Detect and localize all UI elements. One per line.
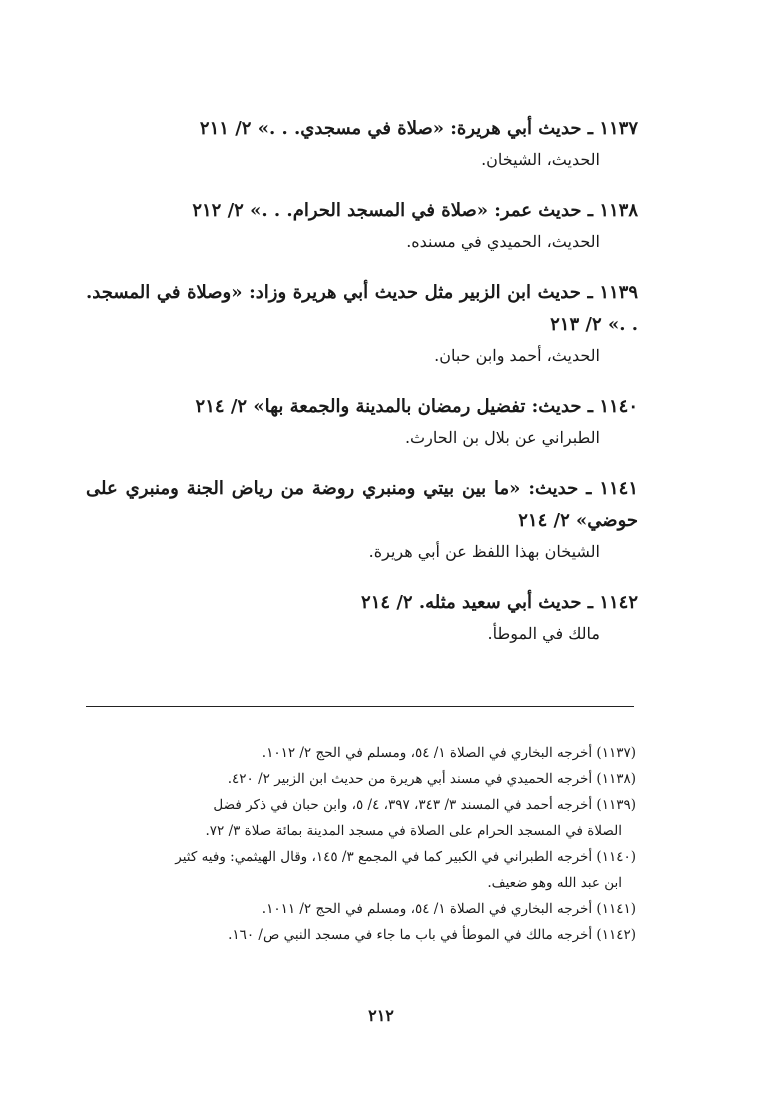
hadith-entry <box>86 587 638 649</box>
hadith-source: مالك في الموطأ. <box>487 624 600 643</box>
hadith-source: الحديث، الشيخان. <box>481 150 600 169</box>
hadith-heading: ١١٤٠ ـ حديث: تفضيل رمضان بالمدينة والجمعة بها» ٢/ ٢١٤ <box>195 396 638 417</box>
hadith-entry <box>86 277 638 371</box>
hadith-entry <box>86 391 638 453</box>
footnote: (١١٣٨) أخرجه الحميدي في مسند أبي هريرة من حديث ابن الزبير ٢/ ٤٢٠. <box>227 771 636 787</box>
page-number: ٢١٢ <box>368 1006 394 1025</box>
footnote: (١١٤١) أخرجه البخاري في الصلاة ١/ ٥٤، ومسلم في الحج ٢/ ١٠١١. <box>261 901 636 917</box>
hadith-heading: ١١٤١ ـ حديث: «ما بين بيتي ومنبري روضة من رياض الجنة ومنبري على حوضي» ٢/ ٢١٤ <box>86 478 638 531</box>
hadith-entry <box>86 113 638 175</box>
hadith-heading: ١١٣٧ ـ حديث أبي هريرة: «صلاة في مسجدي. . .» ٢/ ٢١١ <box>199 118 638 139</box>
hadith-source: الحديث، أحمد وابن حبان. <box>434 346 600 365</box>
hadith-heading: ١١٣٩ ـ حديث ابن الزبير مثل حديث أبي هريرة وزاد: «وصلاة في المسجد. . .» ٢/ ٢١٣ <box>86 282 638 335</box>
hadith-entries <box>86 113 638 669</box>
footnotes <box>80 740 636 948</box>
footnote-continuation: ابن عبد الله وهو ضعيف. <box>487 875 622 891</box>
hadith-source: الشيخان بهذا اللفظ عن أبي هريرة. <box>368 542 600 561</box>
footnote: (١١٣٧) أخرجه البخاري في الصلاة ١/ ٥٤، ومسلم في الحج ٢/ ١٠١٢. <box>261 745 636 761</box>
footnote-continuation: الصلاة في المسجد الحرام على الصلاة في مسجد المدينة بمائة صلاة ٣/ ٧٢. <box>205 823 622 839</box>
hadith-heading: ١١٣٨ ـ حديث عمر: «صلاة في المسجد الحرام. . .» ٢/ ٢١٢ <box>192 200 638 221</box>
hadith-entry <box>86 473 638 567</box>
hadith-heading: ١١٤٢ ـ حديث أبي سعيد مثله. ٢/ ٢١٤ <box>361 592 638 613</box>
footnote-divider <box>86 706 634 707</box>
footnote: (١١٣٩) أخرجه أحمد في المسند ٣/ ٣٤٣، ٣٩٧، ٤/ ٥، وابن حبان في ذكر فضل <box>213 797 636 813</box>
hadith-source: الحديث، الحميدي في مسنده. <box>406 232 600 251</box>
footnote: (١١٤٢) أخرجه مالك في الموطأ في باب ما جاء في مسجد النبي ص/ ١٦٠. <box>228 927 636 943</box>
footnote: (١١٤٠) أخرجه الطبراني في الكبير كما في المجمع ٣/ ١٤٥، وقال الهيثمي: وفيه كثير <box>175 849 636 865</box>
hadith-entry <box>86 195 638 257</box>
hadith-source: الطبراني عن بلال بن الحارث. <box>404 428 600 447</box>
